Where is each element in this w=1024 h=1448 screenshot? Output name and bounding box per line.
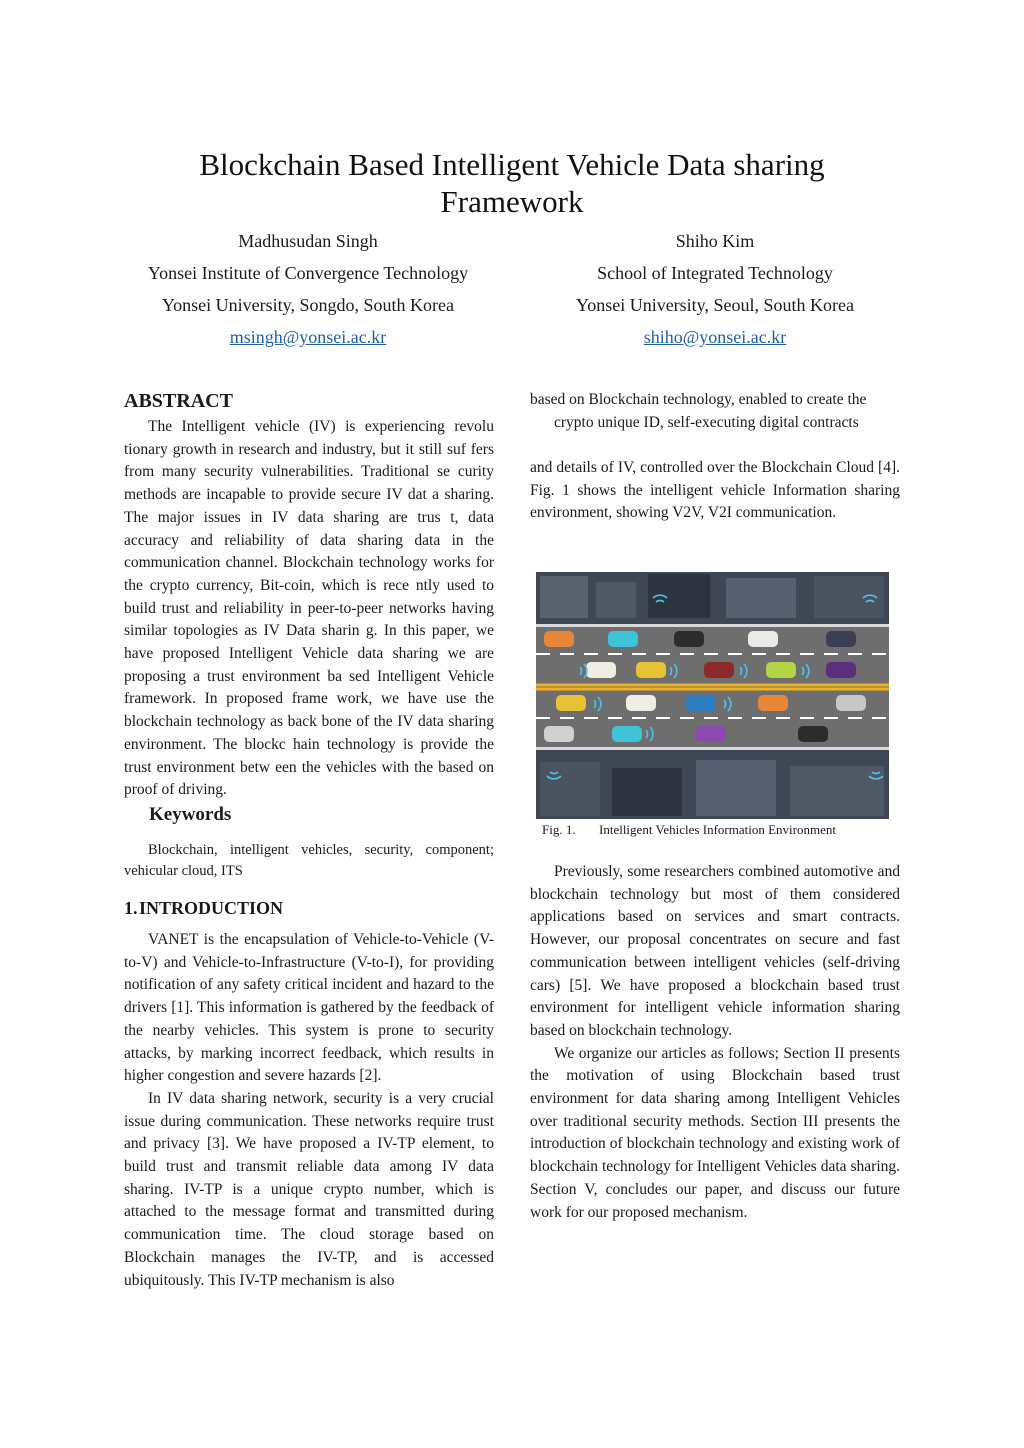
abstract-heading: ABSTRACT (124, 390, 233, 412)
car (748, 631, 778, 647)
car (826, 631, 856, 647)
author-affiliation: School of Integrated Technology (597, 263, 833, 283)
car (798, 726, 828, 742)
author-email-link[interactable]: shiho@yonsei.ac.kr (643, 327, 787, 347)
car (556, 695, 586, 711)
section-initial: I (139, 898, 147, 918)
figure-label: Fig. 1. (542, 822, 576, 837)
author-name: Madhusudan Singh (238, 231, 378, 251)
body-paragraph: We organize our articles as follows; Section II presents the motivation of using Blockchain based trust environment for data sharing among Intelligent Vehicles over traditional security methods. Section III presents the introduction of blockchain technology and existing work of blockchain technology for Intelligent Vehicles data sharing. Section V, concludes our paper, and discuss our future work for our proposed mechanism. (530, 1044, 900, 1221)
building (726, 578, 796, 618)
figure-intelligent-vehicles-image (536, 572, 889, 819)
building (790, 766, 884, 816)
building (540, 576, 588, 618)
intro-paragraph: VANET is the encapsulation of Vehicle-to-Vehicle (V-to-V) and Vehicle-to-Infrastructure (V-to-I), for providing notification of any safety critical incident and hazard to the drivers [1]. This information is gathered by the feedback of the nearby vehicles. This system is prone to security attacks, by marking incorrect feedback, which results in higher congestion and severe hazards [2]. (124, 931, 494, 1085)
car (836, 695, 866, 711)
car (626, 695, 656, 711)
car (826, 662, 856, 678)
right-column-figure-ref (530, 457, 900, 525)
car (636, 662, 666, 678)
abstract-text: The Intelligent vehicle (IV) is experiencing revolu tionary growth in research and industry, but it still suf fers from many security vulnerabilities. Traditional se curity methods are incapable to provide secure IV dat a sharing. The major issues in IV data sharing are trus t, data accuracy and reliability of data sharing data in the communication channel. Blockchain technology works for the crypto currency, Bit-coin, which is rece ntly used to build trust and reliability in peer-to-peer networks having similar topologies as IV Data sharin g. In this paper, we have proposed Intelligent Vehicle data sharing we are proposing a trust environment ba sed Intelligent Vehicle framework. In proposed frame work, we have use the blockchain technology as back bone of the IV data sharing environment. The blockc hain technology is provide the trust environment betw een the vehicles with the based on proof of driving. (124, 418, 494, 799)
building (814, 576, 884, 618)
author-block-1 (98, 225, 518, 353)
street-illustration (536, 572, 889, 819)
introduction-body (124, 929, 494, 1292)
building (696, 760, 776, 816)
car (758, 695, 788, 711)
intro-paragraph: In IV data sharing network, security is a very crucial issue during communication. These networks require trust and privacy [3]. We have proposed a IV-TP element, to build trust and transmit reliable data among IV data sharing. IV-TP is a unique crypto number, which is attached to the message format and transmitted during communication time. The cloud storage based on Blockchain manages the IV-TP, and is accessed ubiquitously. This IV-TP mechanism is also (124, 1089, 494, 1289)
abstract-body (124, 416, 494, 802)
author-location: Yonsei University, Seoul, South Korea (576, 295, 854, 315)
car (704, 662, 734, 678)
section-number: 1. (124, 898, 138, 918)
keywords-heading: Keywords (149, 804, 232, 825)
car (544, 726, 574, 742)
intro-continued-line: based on Blockchain technology, enabled to create the (530, 391, 867, 408)
car (544, 631, 574, 647)
car (686, 695, 716, 711)
author-affiliation: Yonsei Institute of Convergence Technology (147, 263, 469, 283)
building (612, 768, 682, 816)
right-column-body (530, 861, 900, 1224)
intro-continued-line: crypto unique ID, self-executing digital contracts (554, 413, 859, 431)
figure-caption-text: Intelligent Vehicles Information Environment (599, 822, 836, 837)
right-column-top (530, 389, 900, 434)
body-paragraph: Previously, some researchers combined automotive and blockchain technology but most of them considered applications based on services and smart contracts. However, our proposal concentrates on secure and fast communication between intelligent vehicles (self-driving cars) [5]. We have proposed a blockchain based trust environment for intelligent vehicle information sharing based on blockchain technology. (530, 863, 900, 1039)
introduction-heading (124, 898, 283, 919)
figure-caption (542, 822, 836, 838)
paper-title: Blockchain Based Intelligent Vehicle Data sharing Framework (199, 147, 825, 219)
author-block-2 (505, 225, 925, 353)
car (766, 662, 796, 678)
section-title-rest: NTRODUCTION (146, 898, 284, 918)
author-location: Yonsei University, Songdo, South Korea (161, 295, 454, 315)
car (674, 631, 704, 647)
building (540, 762, 600, 816)
building (596, 582, 636, 618)
keywords-text: Blockchain, intelligent vehicles, security, component; vehicular cloud, ITS (124, 842, 494, 879)
author-name: Shiho Kim (675, 231, 755, 251)
author-email-link[interactable]: msingh@yonsei.ac.kr (229, 327, 387, 347)
car (696, 726, 726, 742)
car (586, 662, 616, 678)
car (608, 631, 638, 647)
figure-reference-paragraph: and details of IV, controlled over the Blockchain Cloud [4]. Fig. 1 shows the intelligent vehicle Information sharing environment, showing V2V, V2I communication. (530, 459, 900, 522)
car (612, 726, 642, 742)
